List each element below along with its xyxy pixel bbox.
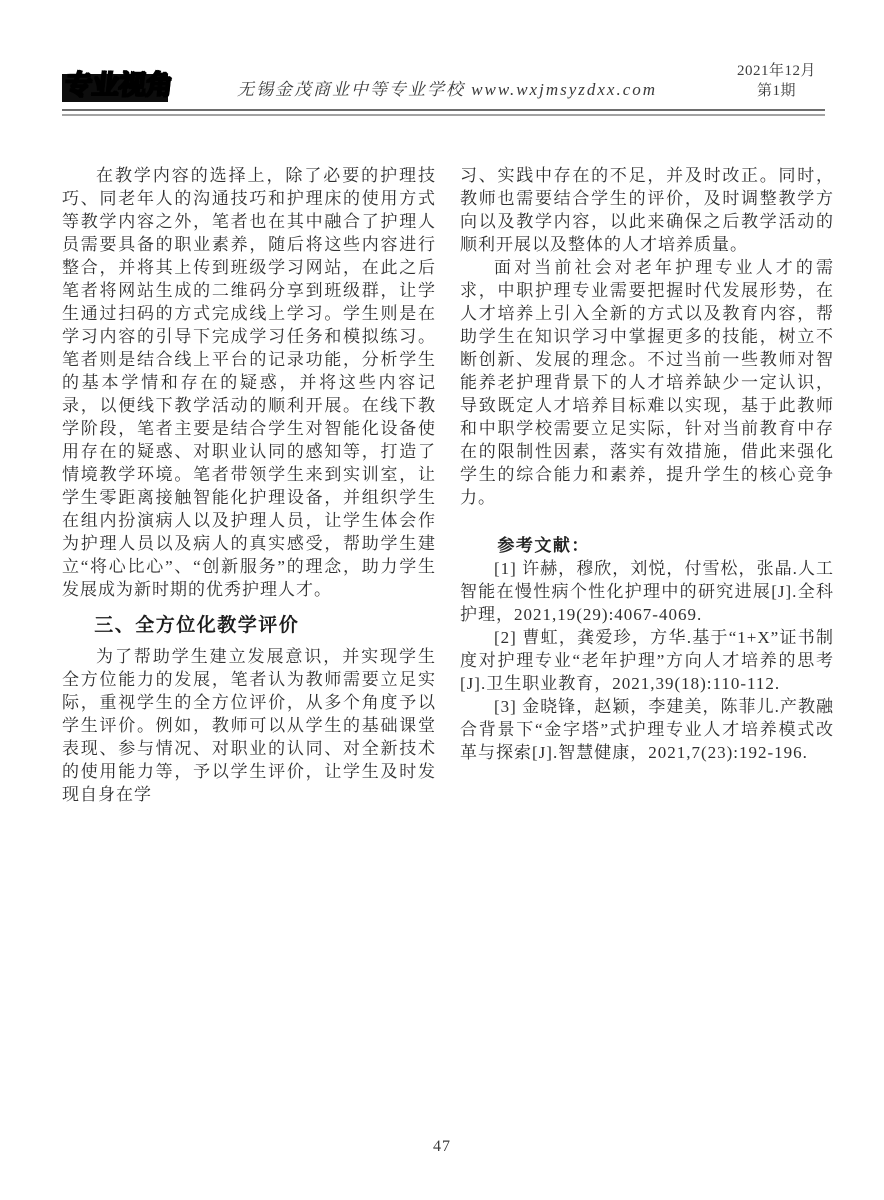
header-divider [62, 109, 825, 116]
right-column [460, 164, 834, 806]
page-header [62, 58, 832, 106]
school-name: 无锡金茂商业中等专业学校 www.wxjmsyzdxx.com [236, 80, 658, 99]
body-paragraph-continuation: 习、实践中存在的不足，并及时改正。同时，教师也需要结合学生的评价，及时调整教学方向以及教学内容，以此来确保之后教学活动的顺利开展以及整体的人才培养质量。 [460, 166, 834, 254]
article-body [62, 164, 834, 806]
page-footer [0, 1138, 884, 1156]
issue-info [737, 61, 816, 101]
body-paragraph: 为了帮助学生建立发展意识，并实现学生全方位能力的发展，笔者认为教师需要立足实际，重视学生的全方位评价，从多个角度予以学生评价。例如，教师可以从学生的基础课堂表现、参与情况、对职业的认同、对全新技术的使用能力等，予以学生评价，让学生及时发现自身在学 [62, 647, 436, 804]
journal-logo [62, 58, 174, 102]
references-heading: 参考文献： [497, 536, 590, 555]
issue-number: 第1期 [756, 83, 796, 99]
reference-item: [3] 金晓锋，赵颖，李建美，陈菲儿.产教融合背景下“金字塔”式护理专业人才培养模式改革与探索[J].智慧健康，2021,7(23):192-196. [460, 697, 834, 762]
issue-date: 2021年12月 [736, 63, 816, 79]
reference-item: [1] 许赫，穆欣，刘悦，付雪松，张晶.人工智能在慢性病个性化护理中的研究进展[J].全科护理，2021,19(29):4067-4069. [460, 559, 834, 624]
section-heading: 三、全方位化教学评价 [94, 615, 300, 636]
logo-text: 专业视角 [63, 70, 175, 100]
left-column [62, 164, 436, 806]
body-paragraph: 面对当前社会对老年护理专业人才的需求，中职护理专业需要把握时代发展形势，在人才培养上引入全新的方式以及教育内容，帮助学生在知识学习中掌握更多的技能，树立不断创新、发展的理念。不过当前一些教师对智能养老护理背景下的人才培养缺少一定认识，导致既定人才培养目标难以实现，基于此教师和中职学校需要立足实际，针对当前教育中存在的限制性因素，落实有效措施，借此来强化学生的综合能力和素养，提升学生的核心竞争力。 [460, 258, 834, 507]
body-paragraph: 在教学内容的选择上，除了必要的护理技巧、同老年人的沟通技巧和护理床的使用方式等教学内容之外，笔者也在其中融合了护理人员需要具备的职业素养，随后将这些内容进行整合，并将其上传到班级学习网站，在此之后笔者将网站生成的二维码分享到班级群，让学生通过扫码的方式完成线上学习。学生则是在学习内容的引导下完成学习任务和模拟练习。笔者则是结合线上平台的记录功能，分析学生的基本学情和存在的疑惑，并将这些内容记录，以便线下教学活动的顺利开展。在线下教学阶段，笔者主要是结合学生对智能化设备使用存在的疑惑、对职业认同的感知等，打造了情境教学环境。笔者带领学生来到实训室，让学生零距离接触智能化护理设备，并组织学生在组内扮演病人以及护理人员，让学生体会作为护理人员以及病人的真实感受，帮助学生建立“将心比心”、“创新服务”的理念，助力学生发展成为新时期的优秀护理人才。 [62, 166, 436, 599]
page-number: 47 [433, 1138, 451, 1155]
reference-item: [2] 曹虹，龚爱珍，方华.基于“1+X”证书制度对护理专业“老年护理”方向人才培养的思考[J].卫生职业教育，2021,39(18):110-112. [460, 628, 834, 693]
